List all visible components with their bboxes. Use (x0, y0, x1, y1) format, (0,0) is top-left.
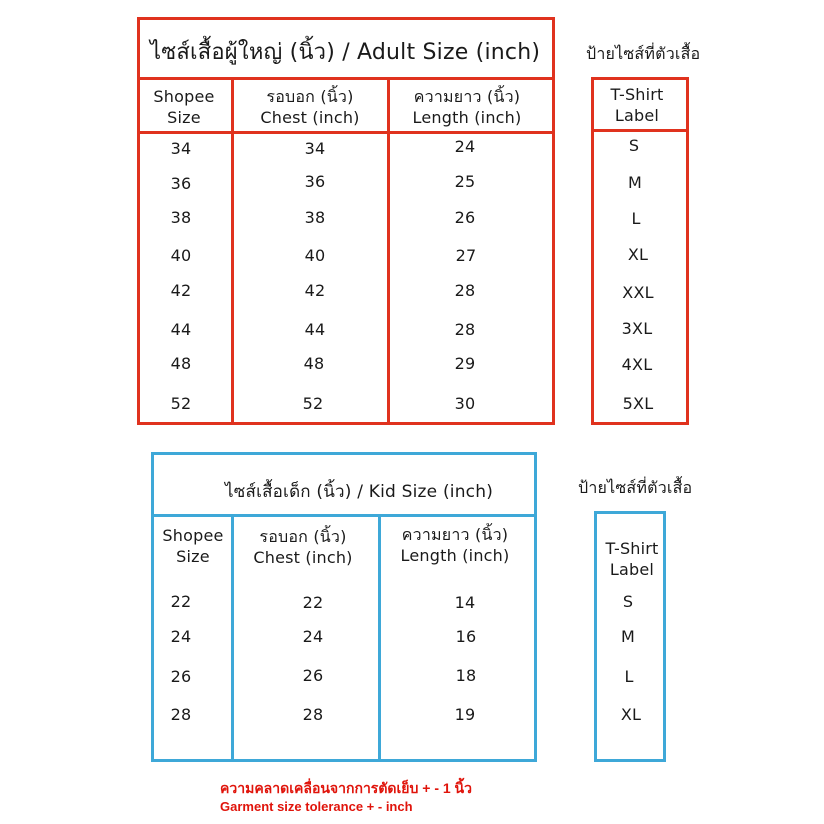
kid-header-size (162, 525, 223, 567)
adult-row-4-chest: 40 (304, 246, 326, 265)
adult-label-header-line1: T-Shirt (610, 85, 664, 104)
adult-header-size (153, 86, 214, 128)
adult-row-8-chest: 52 (302, 394, 324, 413)
adult-row-1-chest: 34 (304, 139, 326, 158)
adult-row-8-size: 52 (170, 394, 192, 413)
kid-title-divider (151, 514, 537, 517)
adult-row-6-size: 44 (170, 320, 192, 339)
adult-header-size-line2: Size (167, 108, 201, 127)
adult-row-5-chest: 42 (304, 281, 326, 300)
kid-label-2: M (620, 627, 636, 646)
adult-header-length-line1: ความยาว (นิ้ว) (413, 87, 521, 106)
adult-label-4: XL (627, 245, 649, 264)
adult-row-3-size: 38 (170, 208, 192, 227)
adult-header-length (413, 86, 522, 128)
adult-label-3: L (631, 209, 641, 228)
adult-row-3-length: 26 (454, 208, 476, 227)
kid-label-1: S (622, 592, 634, 611)
adult-header-chest-line2: Chest (inch) (260, 108, 360, 127)
adult-row-3-chest: 38 (304, 208, 326, 227)
kid-label-3: L (624, 667, 634, 686)
adult-row-6-length: 28 (454, 320, 476, 339)
kid-row-1-chest: 22 (302, 593, 324, 612)
adult-row-2-size: 36 (170, 174, 192, 193)
adult-table-title: ไซส์เสื้อผู้ใหญ่ (นิ้ว) / Adult Size (inch) (150, 40, 541, 65)
kid-row-3-chest: 26 (302, 666, 324, 685)
adult-row-8-length: 30 (454, 394, 476, 413)
tolerance-note-english: Garment size tolerance + - inch (220, 799, 413, 814)
kid-row-2-chest: 24 (302, 627, 324, 646)
kid-row-2-size: 24 (170, 627, 192, 646)
kid-row-1-length: 14 (454, 593, 476, 612)
kid-header-chest (253, 526, 352, 568)
adult-row-7-chest: 48 (303, 354, 325, 373)
kid-label-header-line2: Label (609, 560, 655, 579)
kid-label-header-line1: T-Shirt (605, 539, 659, 558)
kid-header-size-line1: Shopee (162, 526, 224, 545)
kid-row-4-chest: 28 (302, 705, 324, 724)
kid-header-chest-line1: รอบอก (นิ้ว) (259, 527, 347, 546)
adult-row-4-size: 40 (170, 246, 192, 265)
kid-row-1-size: 22 (170, 592, 192, 611)
adult-label-8: 5XL (622, 394, 654, 413)
adult-header-length-line2: Length (inch) (412, 108, 522, 127)
kid-header-length-line2: Length (inch) (400, 546, 510, 565)
adult-row-2-chest: 36 (304, 172, 326, 191)
kid-row-3-length: 18 (455, 666, 477, 685)
adult-label-7: 4XL (621, 355, 653, 374)
adult-row-5-size: 42 (170, 281, 192, 300)
kid-header-chest-line2: Chest (inch) (253, 548, 353, 567)
adult-label-header-divider (591, 129, 689, 132)
adult-col-divider-1 (231, 77, 234, 425)
adult-row-5-length: 28 (454, 281, 476, 300)
adult-row-7-length: 29 (454, 354, 476, 373)
adult-header-divider (137, 131, 555, 134)
adult-row-2-length: 25 (454, 172, 476, 191)
kid-header-length (401, 524, 510, 566)
adult-label-2: M (627, 173, 643, 192)
kid-row-4-size: 28 (170, 705, 192, 724)
kid-col-divider-1 (231, 514, 234, 762)
adult-row-4-length: 27 (455, 246, 477, 265)
adult-header-chest-line1: รอบอก (นิ้ว) (266, 87, 354, 106)
adult-label-6: 3XL (621, 319, 653, 338)
adult-row-7-size: 48 (170, 354, 192, 373)
kid-row-4-length: 19 (454, 705, 476, 724)
adult-row-1-size: 34 (170, 139, 192, 158)
adult-col-divider-2 (387, 77, 390, 425)
kid-label-header (605, 538, 658, 580)
adult-title-divider (137, 77, 555, 80)
kid-header-size-line2: Size (176, 547, 210, 566)
adult-label-5: XXL (622, 283, 654, 302)
adult-label-header-line2: Label (614, 106, 660, 125)
kid-col-divider-2 (378, 514, 381, 762)
kid-row-2-length: 16 (455, 627, 477, 646)
kid-label-caption: ป้ายไซส์ที่ตัวเสื้อ (578, 478, 693, 497)
adult-label-1: S (628, 136, 640, 155)
adult-label-header (610, 84, 663, 126)
adult-row-1-length: 24 (454, 137, 476, 156)
tolerance-note-thai: ความคลาดเคลื่อนจากการตัดเย็บ + - 1 นิ้ว (220, 780, 472, 796)
kid-header-length-line1: ความยาว (นิ้ว) (401, 525, 509, 544)
kid-table-title: ไซส์เสื้อเด็ก (นิ้ว) / Kid Size (inch) (225, 482, 494, 502)
adult-header-chest (260, 86, 359, 128)
adult-row-6-chest: 44 (304, 320, 326, 339)
kid-row-3-size: 26 (170, 667, 192, 686)
adult-label-caption: ป้ายไซส์ที่ตัวเสื้อ (586, 44, 701, 63)
adult-header-size-line1: Shopee (153, 87, 215, 106)
kid-label-4: XL (620, 705, 642, 724)
